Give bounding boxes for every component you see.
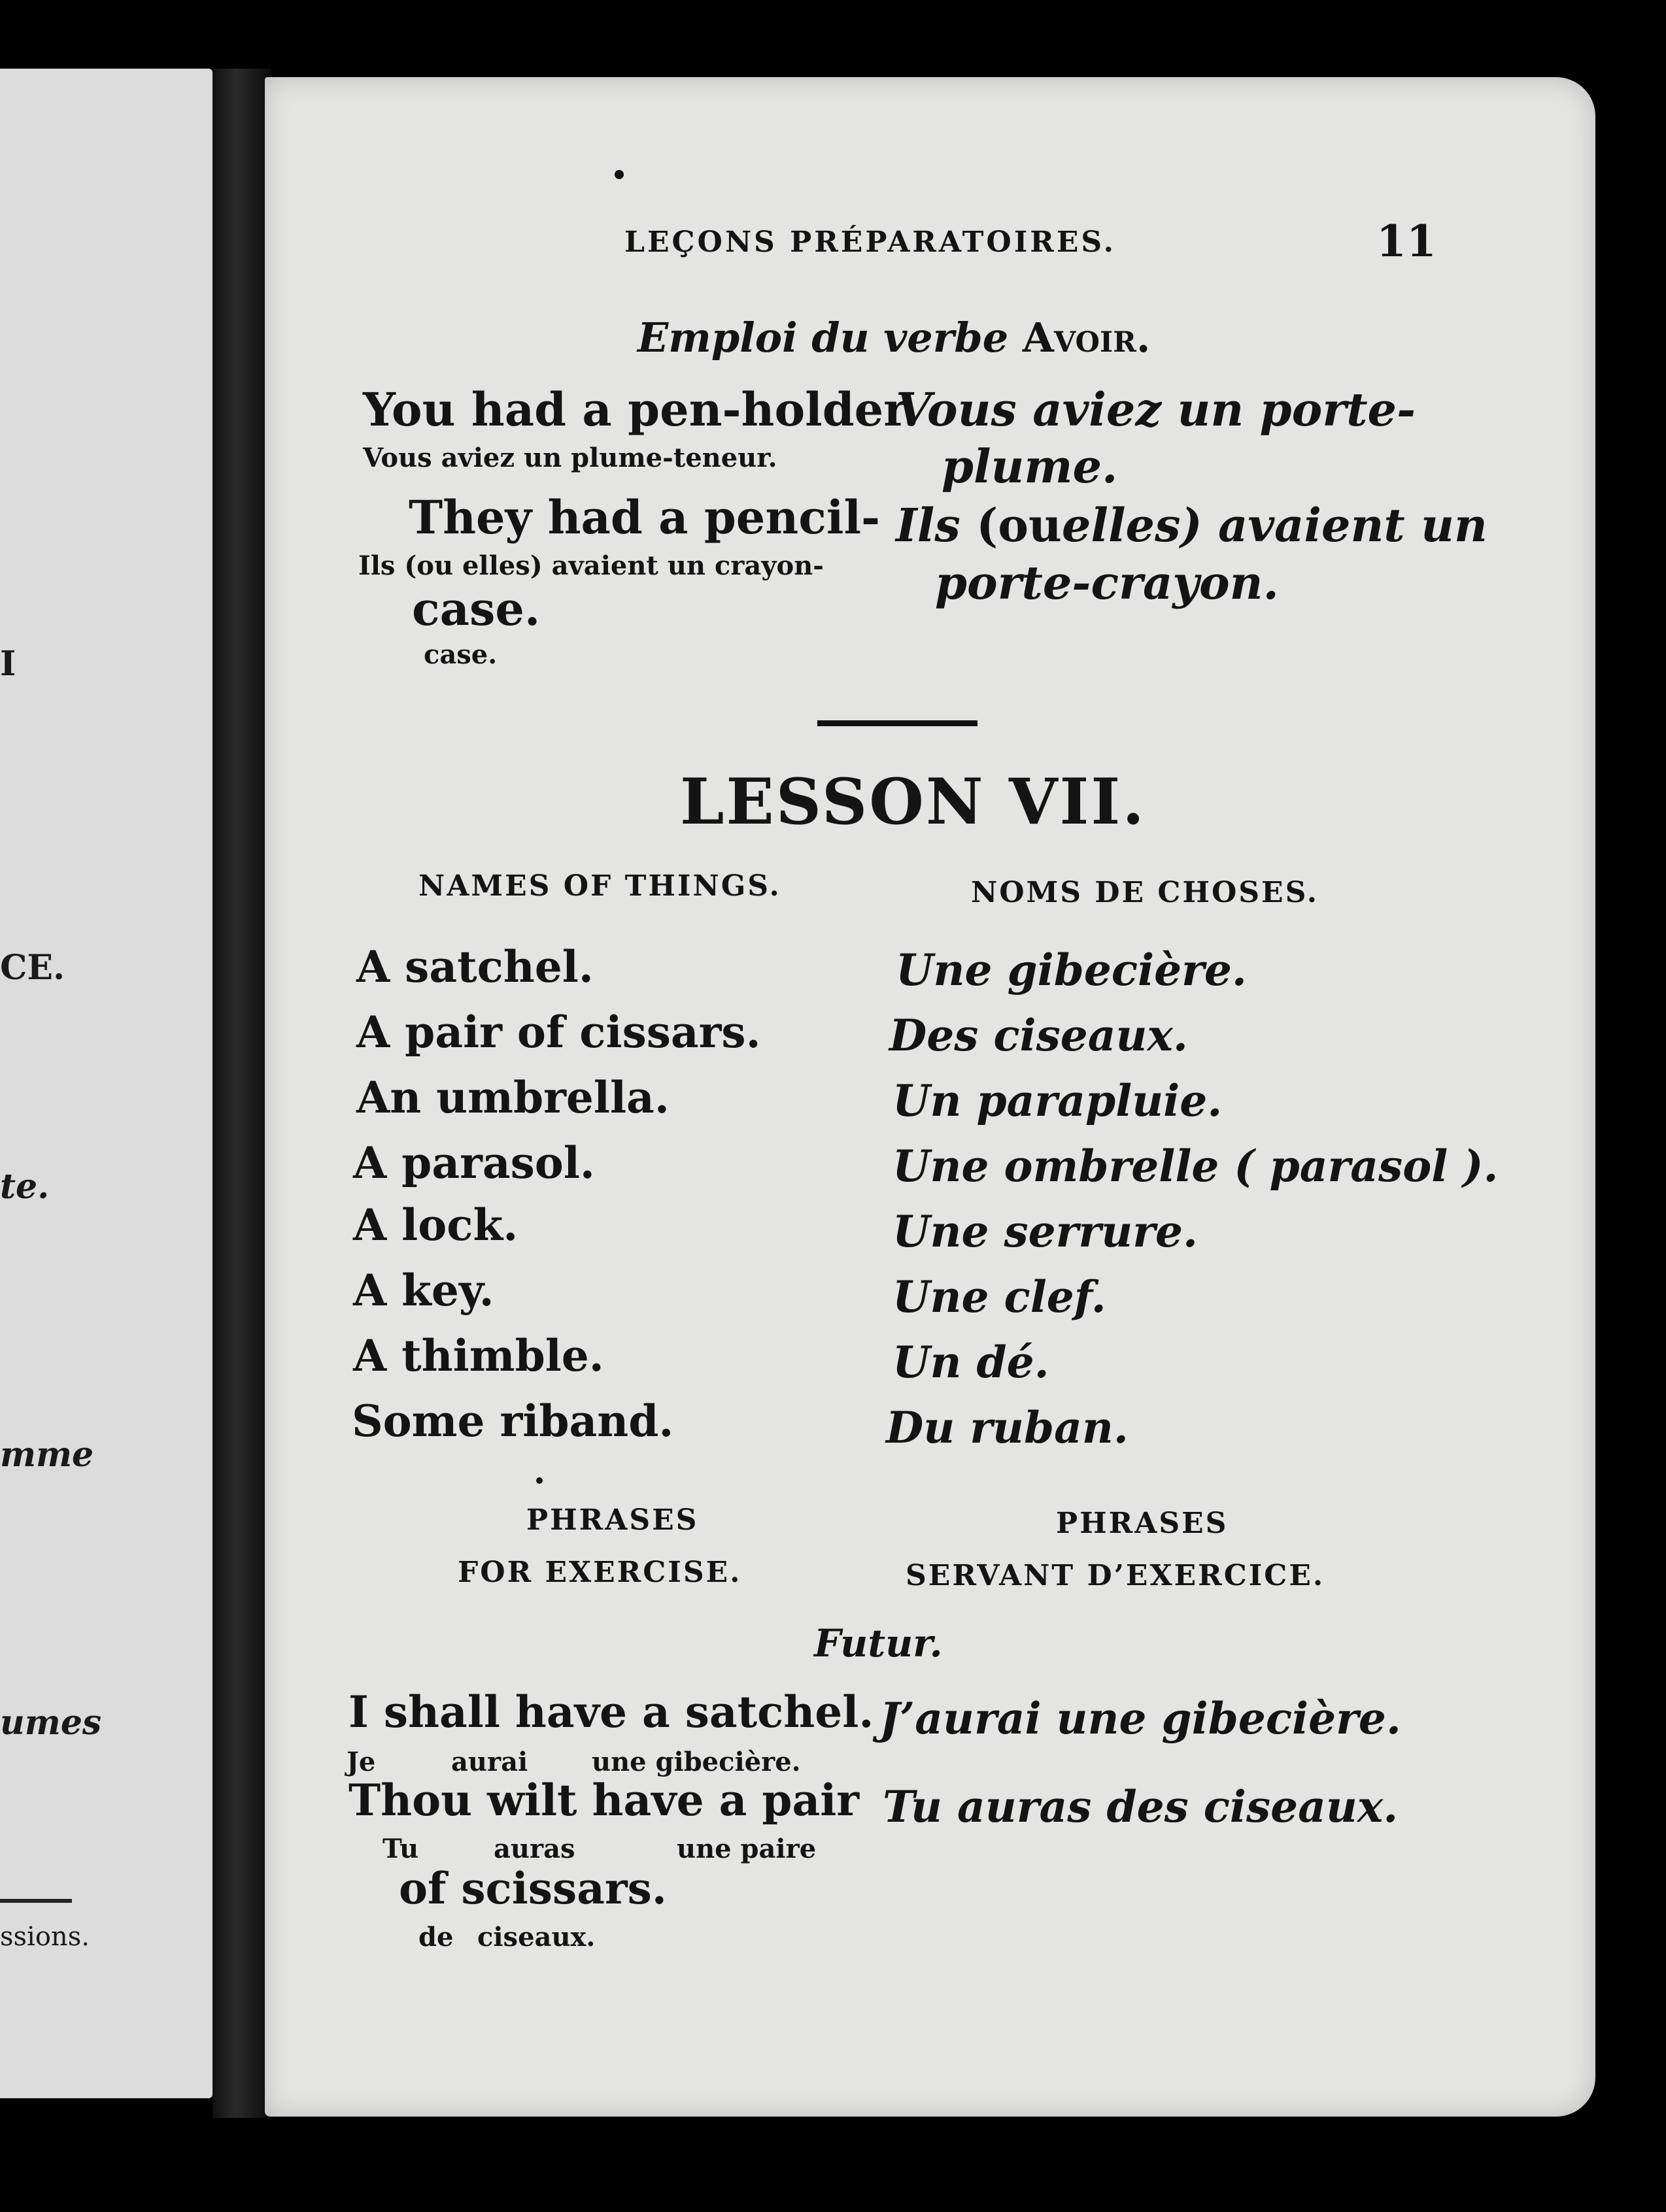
left-fragment-rule (0, 1899, 72, 1903)
sentence-fr-continued: porte-crayon. (935, 556, 1279, 610)
vocab-en: A key. (353, 1265, 494, 1316)
interlinear-gloss: aurai (451, 1747, 528, 1777)
previous-page-fragment (0, 69, 212, 2098)
phrases-header-fr: PHRASES (1056, 1507, 1229, 1540)
vocab-en: A lock. (353, 1199, 518, 1250)
vocab-fr: Un parapluie. (892, 1075, 1223, 1126)
interlinear-gloss: Vous aviez un plume-teneur. (363, 443, 777, 473)
interlinear-gloss: Je (347, 1747, 376, 1777)
ink-speck (615, 170, 624, 179)
left-fragment-text: umes (0, 1703, 102, 1743)
vocab-en: A parasol. (353, 1137, 595, 1188)
exercise-en-continued: of scissars. (399, 1863, 667, 1914)
running-head: LEÇONS PRÉPARATOIRES. (624, 226, 1116, 259)
sentence-fr-part: elles) (1061, 498, 1202, 552)
phrases-header-fr: SERVANT D’EXERCICE. (906, 1559, 1325, 1592)
column-header-en: NAMES OF THINGS. (418, 869, 781, 903)
exercise-en: Thou wilt have a pair (348, 1775, 860, 1826)
vocab-fr: Une ombrelle ( parasol ). (892, 1141, 1499, 1192)
sentence-fr (896, 498, 1488, 552)
interlinear-gloss: Ils (ou elles) avaient un crayon- (358, 550, 824, 581)
sentence-fr: Vous aviez un porte- (896, 382, 1416, 437)
sentence-fr-part: avaient un (1218, 498, 1488, 552)
section-title-verb: Avoir. (1022, 314, 1151, 361)
phrases-header-en: FOR EXERCISE. (458, 1556, 742, 1589)
column-header-fr: NOMS DE CHOSES. (971, 876, 1319, 909)
interlinear-gloss: ciseaux. (477, 1922, 596, 1952)
exercise-fr: Tu auras des ciseaux. (883, 1781, 1399, 1832)
left-fragment-text: mme (0, 1435, 94, 1475)
left-fragment-text: I (0, 644, 16, 684)
book-gutter (212, 69, 271, 2118)
sentence-fr-part: (ou (976, 498, 1062, 552)
interlinear-gloss: une gibecière. (592, 1747, 801, 1777)
vocab-en: A pair of cissars. (356, 1007, 761, 1058)
sentence-en: They had a pencil- (409, 490, 881, 545)
sentence-fr-continued: plume. (942, 439, 1118, 494)
section-title (638, 314, 1150, 361)
sentence-fr-part: Ils (896, 498, 960, 552)
sentence-en-continued: case. (412, 582, 541, 636)
lesson-title: LESSON VII. (680, 765, 1146, 839)
phrases-header-en: PHRASES (526, 1503, 699, 1537)
vocab-en: An umbrella. (356, 1072, 670, 1123)
interlinear-gloss: une paire (677, 1834, 817, 1864)
interlinear-gloss: auras (494, 1834, 575, 1864)
vocab-en: A thimble. (353, 1330, 604, 1381)
left-fragment-text: te. (0, 1167, 50, 1207)
section-title-italic: Emploi du verbe (638, 314, 1009, 361)
vocab-fr: Une clef. (892, 1271, 1106, 1322)
vocab-fr: Une gibecière. (896, 945, 1247, 996)
vocab-fr: Des ciseaux. (889, 1010, 1188, 1061)
exercise-fr: J’aurai une gibecière. (879, 1693, 1401, 1744)
tense-label: Futur. (814, 1621, 943, 1666)
left-fragment-text: ssions. (0, 1922, 90, 1952)
section-divider (817, 720, 978, 726)
interlinear-gloss: Tu (382, 1834, 419, 1864)
ink-speck (536, 1477, 543, 1484)
interlinear-gloss: de (418, 1922, 454, 1952)
vocab-en: Some riband. (352, 1396, 674, 1447)
vocab-fr: Une serrure. (892, 1206, 1198, 1257)
exercise-en: I shall have a satchel. (348, 1686, 874, 1737)
vocab-en: A satchel. (356, 941, 594, 992)
interlinear-gloss: case. (424, 639, 498, 670)
sentence-en: You had a pen-holder. (363, 382, 920, 437)
page-number: 11 (1376, 216, 1436, 267)
vocab-fr: Un dé. (892, 1337, 1049, 1388)
vocab-fr: Du ruban. (886, 1402, 1129, 1453)
left-fragment-text: CE. (0, 948, 65, 988)
